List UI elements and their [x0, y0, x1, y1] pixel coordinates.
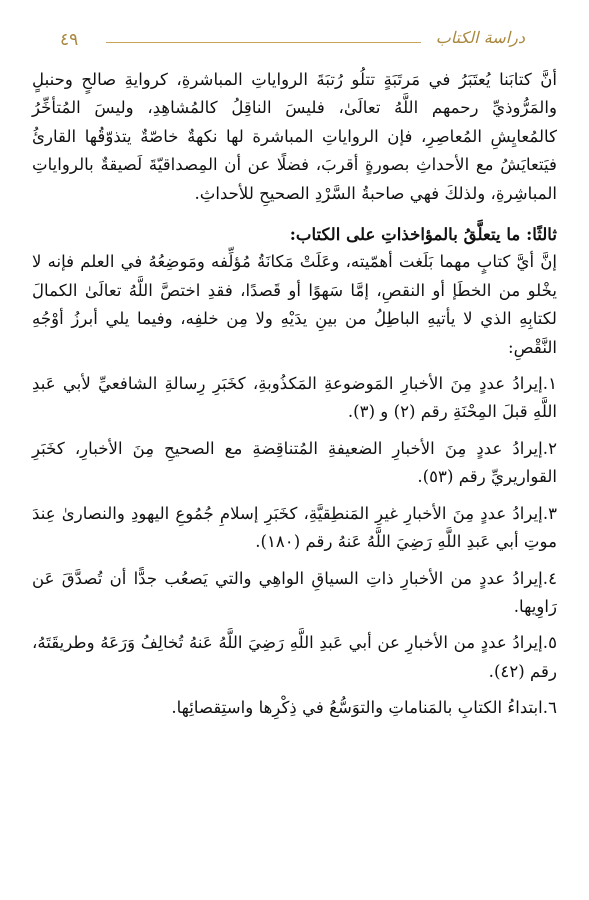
running-title: دراسة الكتاب	[435, 28, 525, 47]
page-number: ٤٩	[60, 30, 79, 50]
list-item-number: ١.	[542, 374, 557, 394]
text-line: فإنه لا يخْلو من الخطَإ أو النقصِ، إمَّا سَهوًا أو قَصدًا، فقدِ اختصَّ اللَّهُ تعالَىٰ	[32, 252, 557, 300]
text-line: كالمُعايِشِ المُعاصِرِ، فإن الرواياتِ المباشرة لها نكهةٌ خاصّةٌ يتذوّقُها القارئُ	[32, 126, 557, 146]
intro-paragraph	[32, 66, 557, 208]
list-item	[32, 629, 557, 686]
list-item-number: ٥.	[542, 633, 557, 653]
text-line: إيرادُ عددٍ مِنَ الأخبارِ المَوضوعةِ المَكذُوبةِ، كخَبَرِ رِسالةِ الشافعيِّ لأبي	[62, 374, 543, 394]
text-line: الكمالَ لكتابِهِ الذي لا يأتيهِ الباطِلُ من بينِ يدَيْهِ ولا مِن خلفِه، وفيما يلي أبرزُ	[32, 280, 557, 329]
page-header	[60, 30, 525, 54]
list-item-number: ٦.	[542, 698, 557, 718]
section-paragraph	[32, 248, 557, 362]
text-line: كخَبَرِ القواريريِّ رقم (٥٣).	[32, 438, 557, 487]
list-item	[32, 370, 557, 427]
text-line: عَن رَاوِيها.	[32, 568, 557, 616]
text-line: أنَّ كتابَنا يُعتَبَرُ في مَرتَبَةٍ تتلُو رُتبَةَ الرواياتِ المباشرةِ، كروايةِ صالحٍ وحنبلٍ	[32, 70, 557, 89]
text-line: رقم (٤٢).	[488, 661, 557, 681]
text-line: إيرادُ عددٍ مِنَ الأخبارِ غيرِ المَنطِقيَّةِ، كخَبَرِ إسلامِ جُمُوعِ اليهودِ	[131, 503, 543, 523]
text-line: أوْجُهِ النَّقْصِ:	[32, 309, 557, 357]
text-line: إيرادُ عددٍ من الأخبارِ عن أبي عَبدِ اللَّهِ رَضِيَ اللَّهُ عَنهُ تُخالِفُ وَرَعَهُ وطريقَتَهُ،	[32, 633, 543, 653]
text-line: إيرادُ عددٍ مِنَ الأخبارِ الضعيفةِ المُتناقِضةِ مع الصحيحِ مِنَ الأخبارِ،	[74, 438, 543, 458]
text-line: والنصارىٰ عِندَ موتِ أبي عَبدِ اللَّهِ رَضِيَ اللَّهُ عَنهُ رقم (١٨٠).	[32, 503, 557, 552]
text-line: المباشِرةِ، ولذلكَ فهي صاحبةُ السَّرْدِ الصحيحِ للأحداثِ.	[194, 183, 557, 203]
page-body	[32, 66, 557, 723]
text-line: فيَتعايَشُ مع الأحداثِ بصورةٍ أقربَ، فضلًا عن أن المِصداقيّةَ لَصيقةٌ بالرواياتِ	[32, 155, 557, 175]
list-item	[32, 694, 557, 722]
header-rule	[106, 42, 421, 43]
text-line: والمَرُّوذيِّ رحمهم اللَّهُ تعالَىٰ، فليسَ الناقِلُ كالمُشاهِدِ، وليسَ المُتأخِّرُ	[32, 98, 557, 118]
list-item-number: ٤.	[542, 568, 557, 588]
text-line: إنَّ أيَّ كتابٍ مهما بَلَغت أهمّيته، وعَلَتْ مَكانَةُ مُؤلِّفه ومَوضِعُهُ في العلم	[80, 252, 557, 272]
list-item	[32, 565, 557, 622]
list-item	[32, 500, 557, 557]
text-line: ابتداءُ الكتابِ بالمَناماتِ والتوَسُّعُ في ذِكْرِها واستِقصائِها.	[171, 698, 543, 718]
section-heading: ثالثًا: ما يتعلَّقُ بالمؤاخذاتِ على الكتاب:	[289, 224, 557, 245]
list-item-number: ٣.	[542, 503, 558, 523]
list-item-number: ٢.	[542, 438, 557, 458]
text-line: إيرادُ عددٍ من الأخبارِ ذاتِ السياقِ الواهِي والتي يَصعُب جدًّا أن تُصدَّقَ	[61, 568, 543, 588]
list-item	[32, 435, 557, 492]
text-line: عَبدِ اللَّهِ قبلَ المِحْنَةِ رقم (٢) و (٣).	[32, 374, 557, 422]
